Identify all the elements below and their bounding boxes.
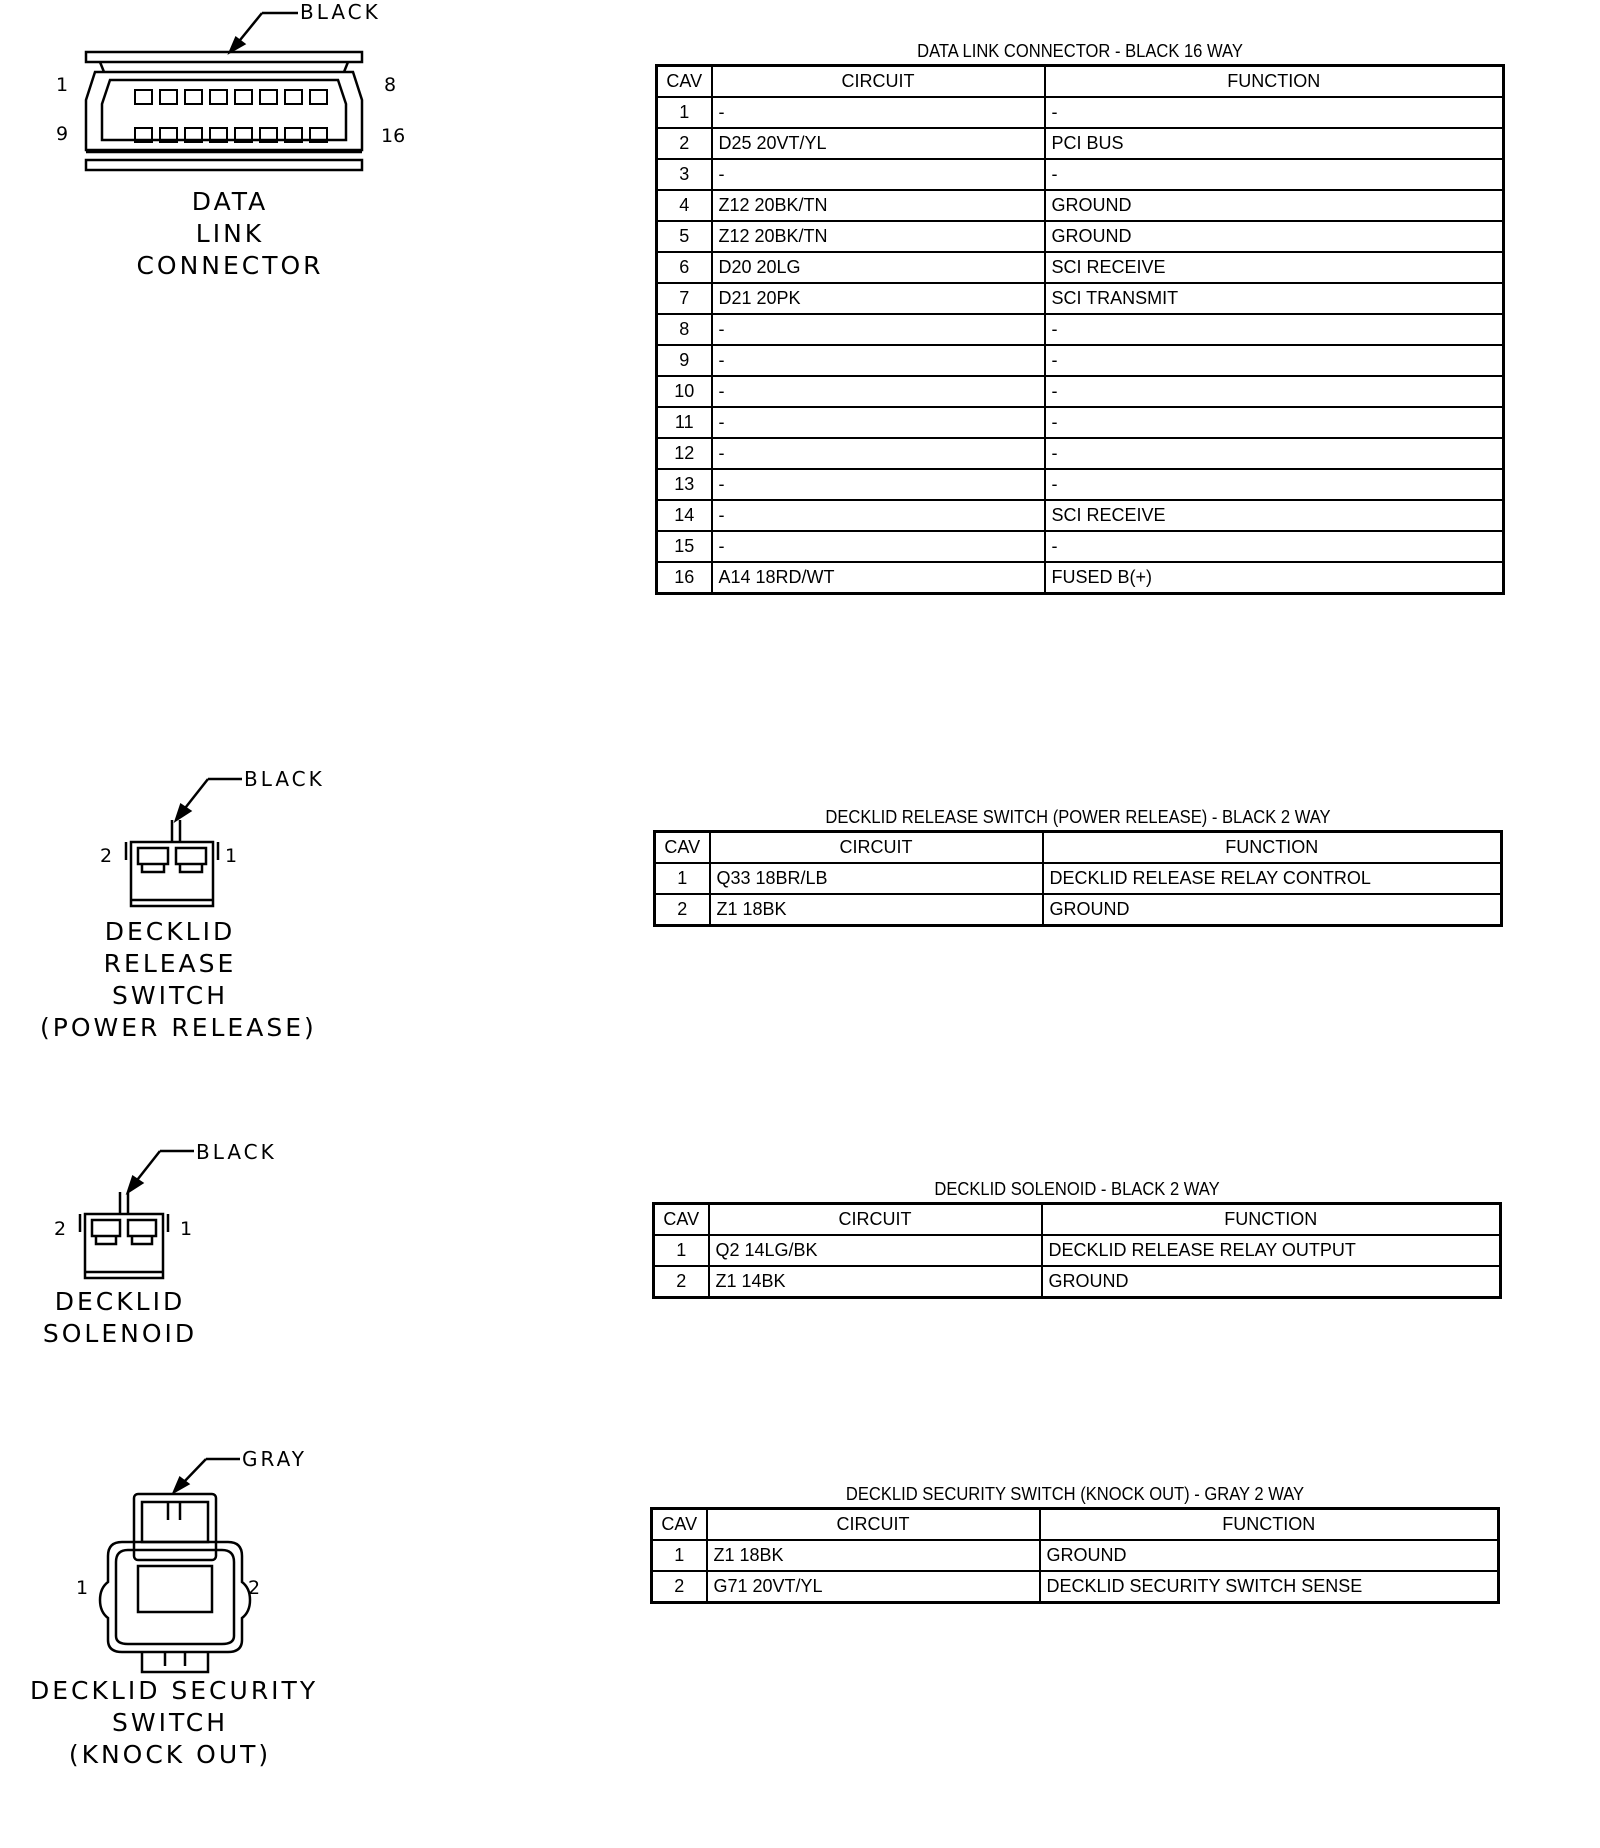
cell-circuit: D25 20VT/YL — [712, 128, 1045, 159]
table-row — [655, 863, 1502, 894]
table-row — [657, 221, 1504, 252]
cell-cav: 1 — [654, 1235, 709, 1266]
cell-function: - — [1045, 376, 1504, 407]
cell-cav: 8 — [657, 314, 712, 345]
cell-circuit: Z1 18BK — [710, 894, 1043, 926]
table-header-row — [657, 66, 1504, 98]
connector-name — [40, 916, 317, 1044]
pin-label: 2 — [54, 1218, 67, 1240]
table-row — [657, 97, 1504, 128]
pin-label: 1 — [180, 1218, 193, 1240]
pin-label: 1 — [56, 74, 69, 96]
header-circuit: CIRCUIT — [707, 1509, 1040, 1541]
decklid-solenoid-table — [652, 1176, 1502, 1299]
cell-function: FUSED B(+) — [1045, 562, 1504, 594]
cell-function: - — [1045, 407, 1504, 438]
cell-cav: 6 — [657, 252, 712, 283]
pinout-table — [653, 830, 1503, 927]
cell-circuit: - — [712, 345, 1045, 376]
cell-function: GROUND — [1042, 1266, 1501, 1298]
cell-circuit: G71 20VT/YL — [707, 1571, 1040, 1603]
connector-name-line: DECKLID — [54, 1287, 186, 1316]
connector-name-line: RELEASE — [103, 949, 237, 978]
cell-circuit: - — [712, 469, 1045, 500]
connector-name-line: SWITCH — [111, 1708, 229, 1737]
cell-circuit: Z12 20BK/TN — [712, 190, 1045, 221]
cell-function: DECKLID RELEASE RELAY OUTPUT — [1042, 1235, 1501, 1266]
cell-cav: 15 — [657, 531, 712, 562]
connector-name-line: (POWER RELEASE) — [40, 1013, 317, 1042]
cell-cav: 5 — [657, 221, 712, 252]
cell-circuit: Q33 18BR/LB — [710, 863, 1043, 894]
cell-function: PCI BUS — [1045, 128, 1504, 159]
table-title: DECKLID RELEASE SWITCH (POWER RELEASE) - BLACK 2 WAY — [825, 807, 1331, 827]
cell-cav: 3 — [657, 159, 712, 190]
table-row — [657, 562, 1504, 594]
cell-function: - — [1045, 314, 1504, 345]
cell-function: DECKLID RELEASE RELAY CONTROL — [1043, 863, 1502, 894]
table-row — [657, 407, 1504, 438]
cell-function: GROUND — [1045, 221, 1504, 252]
cell-circuit: A14 18RD/WT — [712, 562, 1045, 594]
header-cav: CAV — [652, 1509, 707, 1541]
cell-circuit: Z1 18BK — [707, 1540, 1040, 1571]
cell-cav: 2 — [654, 1266, 709, 1298]
header-function: FUNCTION — [1045, 66, 1504, 98]
cell-circuit: - — [712, 159, 1045, 190]
pin-label: 2 — [100, 845, 113, 867]
cell-circuit: - — [712, 438, 1045, 469]
cell-cav: 7 — [657, 283, 712, 314]
pin-label: 2 — [248, 1577, 261, 1599]
cell-circuit: Z1 14BK — [709, 1266, 1042, 1298]
cell-function: GROUND — [1040, 1540, 1499, 1571]
header-function: FUNCTION — [1042, 1204, 1501, 1236]
cell-cav: 1 — [657, 97, 712, 128]
cell-function: - — [1045, 531, 1504, 562]
pin-label: 8 — [384, 74, 397, 96]
cell-circuit: - — [712, 97, 1045, 128]
cell-function: - — [1045, 345, 1504, 376]
table-header-row — [652, 1509, 1499, 1541]
header-function: FUNCTION — [1040, 1509, 1499, 1541]
connector-name-line: CONNECTOR — [136, 251, 324, 280]
cell-cav: 2 — [657, 128, 712, 159]
cell-function: - — [1045, 469, 1504, 500]
connector-color-label: BLACK — [244, 767, 325, 791]
cell-cav: 4 — [657, 190, 712, 221]
connector-name-line: SOLENOID — [42, 1319, 198, 1348]
table-row — [652, 1540, 1499, 1571]
header-cav: CAV — [655, 832, 710, 864]
connector-name — [30, 1675, 319, 1771]
cell-cav: 2 — [652, 1571, 707, 1603]
cell-circuit: - — [712, 407, 1045, 438]
pinout-table — [652, 1202, 1502, 1299]
table-row — [657, 252, 1504, 283]
cell-cav: 9 — [657, 345, 712, 376]
connector-name — [40, 1286, 200, 1350]
header-cav: CAV — [657, 66, 712, 98]
pin-label: 16 — [381, 125, 406, 147]
cell-function: - — [1045, 159, 1504, 190]
table-header-row — [655, 832, 1502, 864]
table-row — [657, 190, 1504, 221]
table-row — [657, 283, 1504, 314]
pin-label: 9 — [56, 123, 69, 145]
cell-circuit: D20 20LG — [712, 252, 1045, 283]
connector-name-line: SWITCH — [111, 981, 229, 1010]
connector-name-line: DATA — [191, 187, 269, 216]
decklid-security-switch-drawing — [0, 1440, 300, 1660]
cell-cav: 2 — [655, 894, 710, 926]
connector-name-line: (KNOCK OUT) — [68, 1740, 272, 1769]
table-body — [655, 863, 1502, 926]
cell-cav: 1 — [655, 863, 710, 894]
header-cav: CAV — [654, 1204, 709, 1236]
table-title: DATA LINK CONNECTOR - BLACK 16 WAY — [917, 41, 1243, 61]
cell-cav: 16 — [657, 562, 712, 594]
data-link-connector-table — [655, 38, 1505, 595]
cell-cav: 14 — [657, 500, 712, 531]
connector-name-line: DECKLID — [104, 917, 236, 946]
table-body — [654, 1235, 1501, 1298]
table-title: DECKLID SOLENOID - BLACK 2 WAY — [934, 1179, 1220, 1199]
header-circuit: CIRCUIT — [710, 832, 1043, 864]
table-body — [652, 1540, 1499, 1603]
table-row — [657, 531, 1504, 562]
decklid-security-switch-table — [650, 1481, 1500, 1604]
pin-row-top — [135, 90, 327, 104]
connector-color-label: BLACK — [300, 0, 381, 24]
decklid-release-switch-table — [653, 804, 1503, 927]
table-header-row — [654, 1204, 1501, 1236]
pinout-table — [650, 1507, 1500, 1604]
table-row — [657, 469, 1504, 500]
cell-function: GROUND — [1045, 190, 1504, 221]
cell-circuit: - — [712, 531, 1045, 562]
header-function: FUNCTION — [1043, 832, 1502, 864]
cell-function: - — [1045, 97, 1504, 128]
connector-color-label: GRAY — [242, 1447, 307, 1471]
cell-circuit: - — [712, 314, 1045, 345]
decklid-solenoid-drawing — [0, 1132, 260, 1282]
cell-function: DECKLID SECURITY SWITCH SENSE — [1040, 1571, 1499, 1603]
table-row — [657, 500, 1504, 531]
table-body — [657, 97, 1504, 594]
table-row — [657, 438, 1504, 469]
cell-function: SCI RECEIVE — [1045, 252, 1504, 283]
table-row — [654, 1235, 1501, 1266]
cell-function: SCI RECEIVE — [1045, 500, 1504, 531]
table-title: DECKLID SECURITY SWITCH (KNOCK OUT) - GRAY 2 WAY — [845, 1484, 1305, 1504]
cell-cav: 11 — [657, 407, 712, 438]
cell-circuit: D21 20PK — [712, 283, 1045, 314]
connector-name-line: DECKLID SECURITY — [30, 1676, 319, 1705]
table-row — [657, 376, 1504, 407]
cell-circuit: Z12 20BK/TN — [712, 221, 1045, 252]
header-circuit: CIRCUIT — [709, 1204, 1042, 1236]
cell-cav: 13 — [657, 469, 712, 500]
table-row — [657, 159, 1504, 190]
cell-cav: 12 — [657, 438, 712, 469]
cell-function: - — [1045, 438, 1504, 469]
cell-cav: 1 — [652, 1540, 707, 1571]
table-row — [657, 345, 1504, 376]
cell-function: SCI TRANSMIT — [1045, 283, 1504, 314]
header-circuit: CIRCUIT — [712, 66, 1045, 98]
connector-name — [110, 186, 350, 282]
cell-cav: 10 — [657, 376, 712, 407]
decklid-release-switch-drawing — [0, 760, 300, 910]
connector-name-line: LINK — [195, 219, 265, 248]
table-row — [655, 894, 1502, 926]
pin-label: 1 — [76, 1577, 89, 1599]
connector-color-label: BLACK — [196, 1140, 277, 1164]
pin-label: 1 — [225, 845, 238, 867]
data-link-connector-drawing — [0, 0, 420, 180]
cell-function: GROUND — [1043, 894, 1502, 926]
table-row — [652, 1571, 1499, 1603]
pinout-table — [655, 64, 1505, 595]
table-row — [654, 1266, 1501, 1298]
cell-circuit: Q2 14LG/BK — [709, 1235, 1042, 1266]
cell-circuit: - — [712, 376, 1045, 407]
table-row — [657, 128, 1504, 159]
cell-circuit: - — [712, 500, 1045, 531]
table-row — [657, 314, 1504, 345]
